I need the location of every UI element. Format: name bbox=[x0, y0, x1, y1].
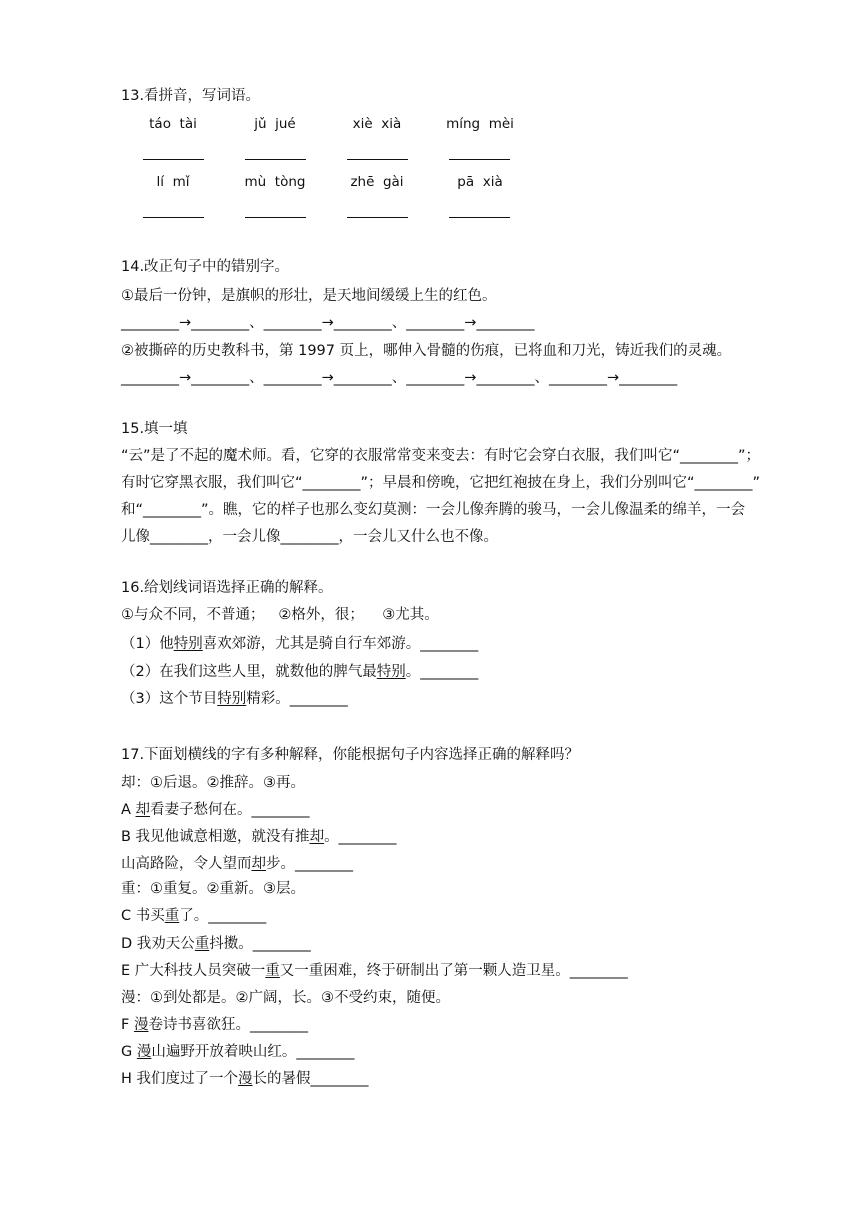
correction-row-1[interactable]: ________→________、________→________、________→________ bbox=[121, 315, 535, 331]
sentence-d: D 我劝天公重抖擞。________ bbox=[121, 936, 311, 952]
definition-que: 却：①后退。②推辞。③再。 bbox=[121, 775, 305, 791]
pinyin-6: mù tòng bbox=[244, 174, 306, 190]
sentence-f: F 漫卷诗书喜欲狂。________ bbox=[121, 1017, 308, 1033]
underlined-char: 重 bbox=[164, 908, 180, 924]
passage-line-3: 和“________”。瞧，它的样子也那么变幻莫测：一会儿像奔腾的骏马，一会儿像温柔的绵羊，一会 bbox=[121, 502, 746, 518]
underlined-char: 漫 bbox=[133, 1017, 149, 1033]
pinyin-8: pā xià bbox=[457, 174, 503, 190]
pinyin-7: zhē gài bbox=[350, 174, 404, 190]
underlined-word: 特别 bbox=[217, 691, 247, 707]
answer-blank[interactable] bbox=[449, 159, 510, 160]
question-17-title: 17.下面划横线的字有多种解释，你能根据句子内容选择正确的解释吗？ bbox=[121, 747, 580, 763]
underlined-word: 特别 bbox=[376, 664, 406, 680]
answer-blank[interactable] bbox=[245, 217, 306, 218]
sentence-c: C 书买重了。________ bbox=[121, 908, 267, 924]
question-15-title: 15.填一填 bbox=[121, 421, 188, 437]
answer-blank[interactable] bbox=[245, 159, 306, 160]
sentence-a: A 却看妻子愁何在。________ bbox=[121, 802, 310, 818]
correction-row-2[interactable]: ________→________、________→________、________→________、________→________ bbox=[121, 370, 678, 386]
definition-zhong: 重：①重复。②重新。③层。 bbox=[121, 881, 305, 897]
sentence-b: B 我见他诚意相邀，就没有推却。________ bbox=[121, 829, 397, 845]
item-3: （3）这个节目特别精彩。________ bbox=[121, 691, 348, 707]
underlined-char: 却 bbox=[135, 802, 151, 818]
answer-blank[interactable] bbox=[347, 217, 408, 218]
definition-man: 漫：①到处都是。②广阔，长。③不受约束，随便。 bbox=[121, 990, 450, 1006]
underlined-word: 特别 bbox=[173, 636, 203, 652]
underlined-char: 漫 bbox=[238, 1071, 253, 1087]
underlined-char: 却 bbox=[251, 856, 266, 872]
passage-line-1: “云”是了不起的魔术师。看，它穿的衣服常常变来变去：有时它会穿白衣服，我们叫它“________”； bbox=[121, 448, 761, 464]
item-1: （1）他特别喜欢郊游，尤其是骑自行车郊游。________ bbox=[121, 636, 479, 652]
options-line: ①与众不同，不普通； ②格外，很； ③尤其。 bbox=[121, 607, 439, 623]
pinyin-1: táo tài bbox=[149, 116, 197, 132]
pinyin-4: míng mèi bbox=[446, 116, 514, 132]
question-13-title: 13.看拼音，写词语。 bbox=[121, 88, 261, 104]
sentence-b2: 山高路险，令人望而却步。________ bbox=[121, 856, 353, 872]
answer-blank[interactable] bbox=[449, 217, 510, 218]
underlined-char: 重 bbox=[194, 936, 210, 952]
question-14-title: 14.改正句子中的错别字。 bbox=[121, 259, 290, 275]
sentence-2: ②被撕碎的历史教科书，第 1997 页上，哪伸入骨髓的伤痕，已将血和刀光，铸近我们的灵魂。 bbox=[121, 343, 732, 359]
pinyin-2: jǔ jué bbox=[254, 116, 296, 132]
sentence-e: E 广大科技人员突破一重又一重困难，终于研制出了第一颗人造卫星。________ bbox=[121, 963, 628, 979]
passage-line-2: 有时它穿黑衣服，我们叫它“________”；早晨和傍晚，它把红袍披在身上，我们分别叫它“________” bbox=[121, 475, 761, 491]
underlined-char: 重 bbox=[265, 963, 280, 979]
answer-blank[interactable] bbox=[347, 159, 408, 160]
pinyin-3: xiè xià bbox=[352, 116, 402, 132]
answer-blank[interactable] bbox=[143, 217, 204, 218]
sentence-g: G 漫山遍野开放着映山红。________ bbox=[121, 1044, 355, 1060]
underlined-char: 漫 bbox=[136, 1044, 152, 1060]
pinyin-5: lí mǐ bbox=[156, 174, 190, 190]
answer-blank[interactable] bbox=[143, 159, 204, 160]
sentence-1: ①最后一份钟，是旗帜的形壮，是天地间缓缓上生的红色。 bbox=[121, 288, 497, 304]
sentence-h: H 我们度过了一个漫长的暑假________ bbox=[121, 1071, 369, 1087]
underlined-char: 却 bbox=[309, 829, 325, 845]
question-16-title: 16.给划线词语选择正确的解释。 bbox=[121, 580, 333, 596]
passage-line-4: 儿像________，一会儿像________，一会儿又什么也不像。 bbox=[121, 529, 498, 545]
item-2: （2）在我们这些人里，就数他的脾气最特别。________ bbox=[121, 664, 479, 680]
